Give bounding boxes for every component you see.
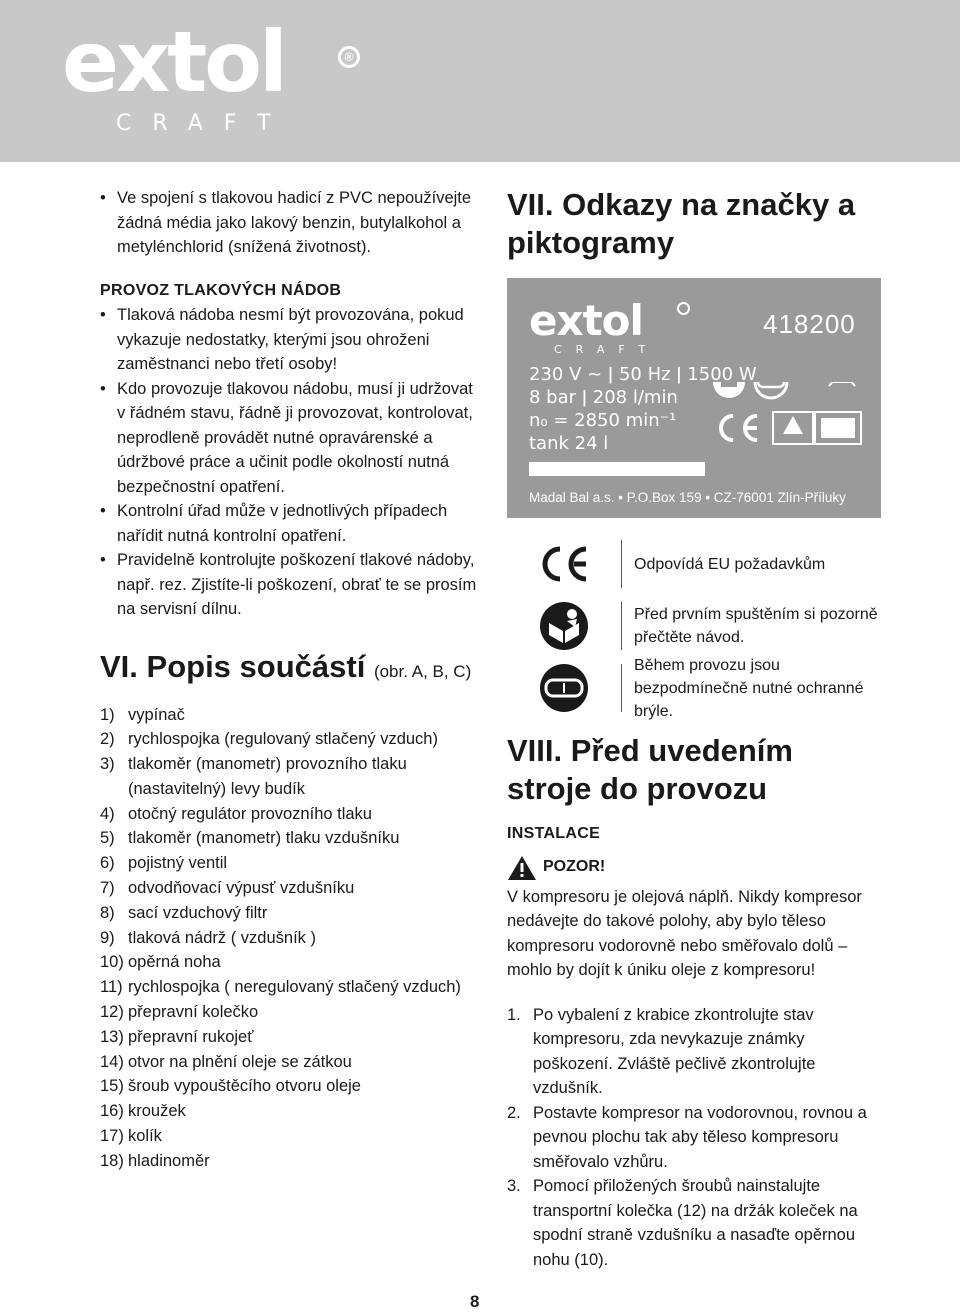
list-item: 11) rychlospojka ( neregulovaný stlačený vzduch) — [100, 978, 461, 997]
list-item: • Tlaková nádoba nesmí být provozována, pokud vykazuje nedostatky, kterými jsou ohroženi zaměstnanci nebo třetí osoby! — [100, 303, 480, 377]
list-item: 3. Pomocí přiložených šroubů nainstalujte transportní kolečka (12) na držák koleček na spodní straně vzdušníku a nasaďte opěrnou nohu (10). — [507, 1177, 858, 1269]
installation-steps — [507, 1003, 881, 1273]
list-item: 4) otočný regulátor provozního tlaku — [100, 804, 372, 823]
plate-product-code: 418200 — [763, 309, 856, 339]
symbol-description: Odpovídá EU požadavkům — [621, 540, 881, 588]
plate-icons — [711, 382, 871, 470]
list-item: 13) přepravní rukojeť — [100, 1027, 254, 1046]
list-item: 2. Postavte kompresor na vodorovnou, rovnou a pevnou plochu tak aby těleso kompresoru směřovalo vzhůru. — [507, 1103, 867, 1171]
plate-pictograms-icon — [711, 382, 871, 462]
plate-serial-bar — [529, 462, 705, 476]
symbol-description: Během provozu jsou bezpodmínečně nutné ochranné brýle. — [621, 664, 881, 712]
section-title-viii: VIII. Před uvedením stroje do provozu — [507, 733, 793, 806]
section-title-vi-text: VI. Popis součástí — [100, 648, 366, 684]
registered-mark: ® — [338, 46, 360, 68]
plate-registered-icon — [677, 302, 690, 315]
warning-paragraph: V kompresoru je olejová náplň. Nikdy kompresor nedávejte do takové polohy, aby bylo těleso kompresoru vodorovně nebo směřovalo dolů – mohlo by dojít k úniku oleje z kompresoru! — [507, 887, 862, 979]
section-title-vi-suffix: (obr. A, B, C) — [373, 661, 472, 681]
logo-sub-brand: CRAFT — [116, 111, 292, 136]
rating-plate — [507, 278, 881, 518]
list-item: • Kontrolní úřad může v jednotlivých případech nařídit nutná kontrolní opatření. — [100, 499, 480, 548]
plate-sub-brand: CRAFT — [554, 343, 660, 356]
bullet-list-top — [100, 186, 480, 260]
list-item: 1. Po vybalení z krabice zkontrolujte stav kompresoru, zda nevykazuje známky poškození. Zvláště pečlivě zkontrolujte vzdušník. — [507, 1005, 816, 1097]
list-item: 5) tlakoměr (manometr) tlaku vzdušníku — [100, 829, 400, 848]
plate-spec-line: 8 bar ǀ 208 l/min — [529, 387, 678, 408]
list-item: 10) opěrná noha — [100, 953, 221, 972]
list-item: 15) šroub vypouštěcího otvoru oleje — [100, 1077, 361, 1096]
bullet-list-provoz — [100, 303, 480, 622]
symbol-description: Před prvním spuštěním si pozorně přečtěte návod. — [621, 602, 881, 650]
section-title-vi — [100, 648, 480, 691]
list-item: 1) vypínač — [100, 705, 185, 724]
plate-spec-line: n₀ = 2850 min⁻¹ — [529, 410, 677, 431]
list-item: • Kdo provozuje tlakovou nádobu, musí ji udržovat v řádném stavu, řádně ji provozovat, kontrolovat, neprodleně provádět nutné opravárenské a údržbové práce a učinit podle okolností nutná bezpečnostní opatření. — [100, 377, 480, 500]
list-item: 8) sací vzduchový filtr — [100, 903, 268, 922]
extol-craft-logo — [62, 13, 372, 138]
left-column — [100, 186, 480, 1174]
table-row — [507, 602, 881, 650]
list-item: 12) přepravní kolečko — [100, 1003, 259, 1022]
list-item: 16) kroužek — [100, 1102, 186, 1121]
page-number: 8 — [470, 1292, 480, 1311]
list-item: 2) rychlospojka (regulovaný stlačený vzduch) — [100, 730, 438, 749]
list-item: 17) kolík — [100, 1127, 162, 1146]
right-column — [507, 186, 881, 1272]
table-row — [507, 656, 881, 720]
plate-brand: extol — [529, 296, 643, 345]
parts-list — [100, 703, 480, 1174]
ce-mark-icon — [507, 540, 621, 588]
list-item: 9) tlaková nádrž ( vzdušník ) — [100, 928, 316, 947]
section-title-vii: VII. Odkazy na značky a piktogramy — [507, 187, 856, 260]
list-item: 7) odvodňovací výpusť vzdušníku — [100, 879, 355, 898]
list-item: 14) otvor na plnění oleje se zátkou — [100, 1052, 352, 1071]
header-band — [0, 0, 960, 162]
list-item: • Ve spojení s tlakovou hadicí z PVC nepoužívejte žádná média jako lakový benzin, butylalkohol a metylénchlorid (snížená životnost). — [100, 186, 480, 260]
warning-triangle-icon — [507, 855, 537, 881]
read-manual-icon — [507, 602, 621, 650]
list-item: 6) pojistný ventil — [100, 854, 228, 873]
warning-line — [507, 855, 881, 881]
subheading-instalace: INSTALACE — [507, 825, 601, 842]
warning-label: POZOR! — [543, 858, 606, 876]
table-row — [507, 540, 881, 588]
plate-address: Madal Bal a.s. • P.O.Box 159 • CZ-76001 Zlín-Příluky — [529, 490, 846, 505]
logo-brand: extol — [62, 13, 285, 111]
plate-spec-line: 230 V ~ ǀ 50 Hz ǀ 1500 W — [529, 364, 757, 385]
safety-goggles-icon — [507, 664, 621, 712]
list-item: • Pravidelně kontrolujte poškození tlakové nádoby, např. rez. Zjistíte-li poškození, obrať te se prosím na servisní dílnu. — [100, 548, 480, 622]
list-item: 18) hladinoměr — [100, 1151, 210, 1170]
plate-spec-line: tank 24 l — [529, 433, 609, 454]
section-heading-provoz: PROVOZ TLAKOVÝCH NÁDOB — [100, 281, 342, 299]
list-item: 3) tlakoměr (manometr) provozního tlaku (nastavitelný) levy budík — [100, 755, 407, 798]
symbols-table — [507, 540, 881, 720]
